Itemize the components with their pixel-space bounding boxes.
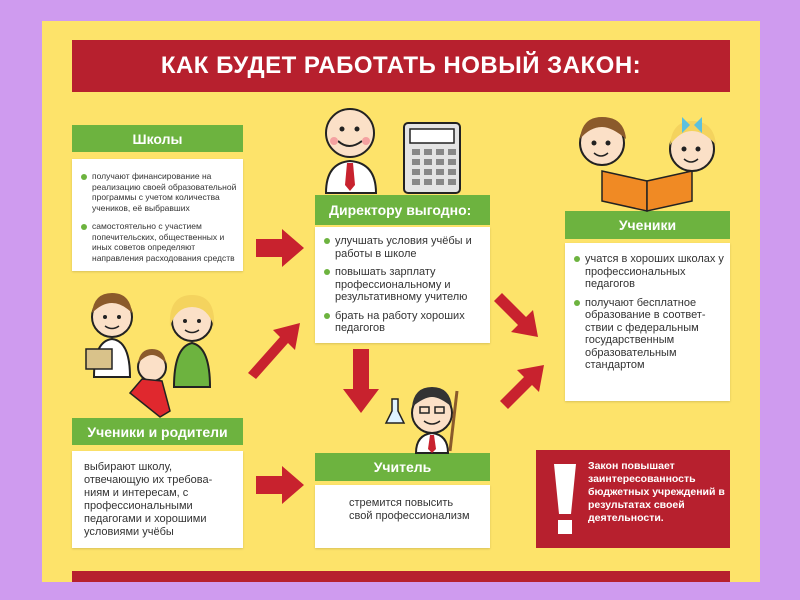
students-illustration xyxy=(580,117,716,211)
director-item: брать на работу хороших педагогов xyxy=(323,310,488,335)
students-item: получают бесплатное образование в соответ-ствии с федеральным государственным образовательным стандартом xyxy=(573,297,728,372)
warning-text: Закон повышает заинтересованность бюджетных учреждений в результатах своей деятельности. xyxy=(588,460,725,524)
director-item: улучшать условия учёбы и работы в школе xyxy=(323,235,488,260)
students-item: учатся в хороших школах у профессиональных педагогов xyxy=(573,253,728,291)
schools-item: самостоятельно с участием попечительских, общественных и иных советов определяют направления расходования средств xyxy=(80,221,238,263)
teacher-text: стремится повысить свой профессионализм xyxy=(349,497,470,522)
teacher-illustration xyxy=(386,387,457,453)
schools-header: Школы xyxy=(72,125,243,152)
page-title: КАК БУДЕТ РАБОТАТЬ НОВЫЙ ЗАКОН: xyxy=(72,40,730,92)
bottom-bar xyxy=(72,571,730,582)
students-parents-text: выбирают школу, отвечающую их требова-ниям и интересам, с профессиональными педагогами и хорошими условиями учёбы xyxy=(84,461,213,538)
infographic-poster xyxy=(42,21,760,582)
students-parents-header: Ученики и родители xyxy=(72,418,243,445)
illustrations xyxy=(42,21,760,582)
schools-item: получают финансирование на реализацию своей образовательной программы с учетом количества учеников, её выбравших xyxy=(80,171,238,213)
parents-illustration xyxy=(86,293,214,417)
calculator-icon xyxy=(404,123,460,193)
teacher-header: Учитель xyxy=(315,453,490,481)
director-item: повышать зарплату профессиональному и результативному учителю xyxy=(323,266,488,304)
director-illustration xyxy=(326,109,376,193)
director-header: Директору выгодно: xyxy=(315,195,490,225)
students-header: Ученики xyxy=(565,211,730,239)
